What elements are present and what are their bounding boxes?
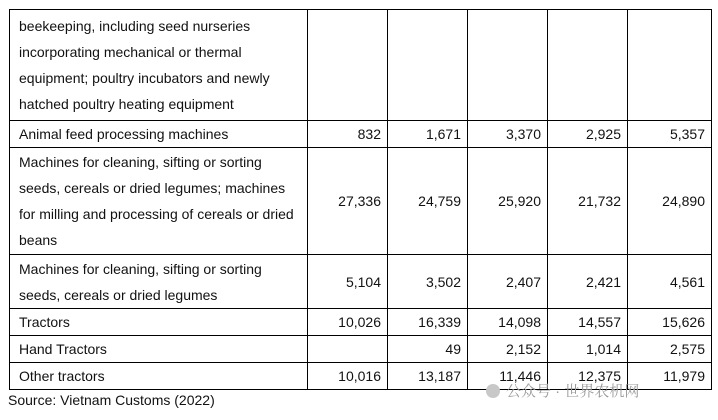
- row-label: Machines for cleaning, sifting or sorting seeds, cereals or dried legumes; machines for milling and processing of cereals or dried beans: [10, 148, 308, 255]
- row-label: Other tractors: [10, 363, 308, 390]
- cell-value: 1,014: [548, 336, 628, 363]
- table-row: [10, 309, 712, 336]
- source-note: Source: Vietnam Customs (2022): [8, 392, 215, 408]
- cell-value: 10,026: [308, 309, 388, 336]
- row-label: Tractors: [10, 309, 308, 336]
- cell-value: 4,561: [628, 255, 712, 309]
- cell-value: 11,446: [468, 363, 548, 390]
- cell-value: 10,016: [308, 363, 388, 390]
- row-label: beekeeping, including seed nurseries incorporating mechanical or thermal equipment; poultry incubators and newly hatched poultry heating equipment: [10, 10, 308, 121]
- cell-value: [468, 10, 548, 121]
- cell-value: 25,920: [468, 148, 548, 255]
- row-label: Machines for cleaning, sifting or sorting seeds, cereals or dried legumes: [10, 255, 308, 309]
- cell-value: 27,336: [308, 148, 388, 255]
- cell-value: 14,557: [548, 309, 628, 336]
- cell-value: 3,370: [468, 121, 548, 148]
- table-row: [10, 121, 712, 148]
- row-label: Hand Tractors: [10, 336, 308, 363]
- table-row: [10, 255, 712, 309]
- cell-value: 3,502: [388, 255, 468, 309]
- data-table: [9, 9, 712, 390]
- cell-value: 24,759: [388, 148, 468, 255]
- table-row: [10, 148, 712, 255]
- cell-value: 11,979: [628, 363, 712, 390]
- cell-value: 832: [308, 121, 388, 148]
- cell-value: 24,890: [628, 148, 712, 255]
- cell-value: 2,152: [468, 336, 548, 363]
- watermark-text: 公众号 · 世界农机网: [506, 383, 640, 400]
- table-row: [10, 10, 712, 121]
- cell-value: 49: [388, 336, 468, 363]
- table-row: [10, 336, 712, 363]
- cell-value: 15,626: [628, 309, 712, 336]
- cell-value: 13,187: [388, 363, 468, 390]
- row-label: Animal feed processing machines: [10, 121, 308, 148]
- cell-value: [388, 10, 468, 121]
- cell-value: 2,575: [628, 336, 712, 363]
- cell-value: 21,732: [548, 148, 628, 255]
- cell-value: 5,357: [628, 121, 712, 148]
- cell-value: 14,098: [468, 309, 548, 336]
- cell-value: 2,925: [548, 121, 628, 148]
- cell-value: 2,407: [468, 255, 548, 309]
- cell-value: 1,671: [388, 121, 468, 148]
- cell-value: 2,421: [548, 255, 628, 309]
- wechat-icon: [486, 384, 500, 398]
- cell-value: 12,375: [548, 363, 628, 390]
- cell-value: 5,104: [308, 255, 388, 309]
- cell-value: 16,339: [388, 309, 468, 336]
- cell-value: [308, 10, 388, 121]
- cell-value: [628, 10, 712, 121]
- cell-value: [308, 336, 388, 363]
- watermark: [486, 380, 639, 401]
- cell-value: [548, 10, 628, 121]
